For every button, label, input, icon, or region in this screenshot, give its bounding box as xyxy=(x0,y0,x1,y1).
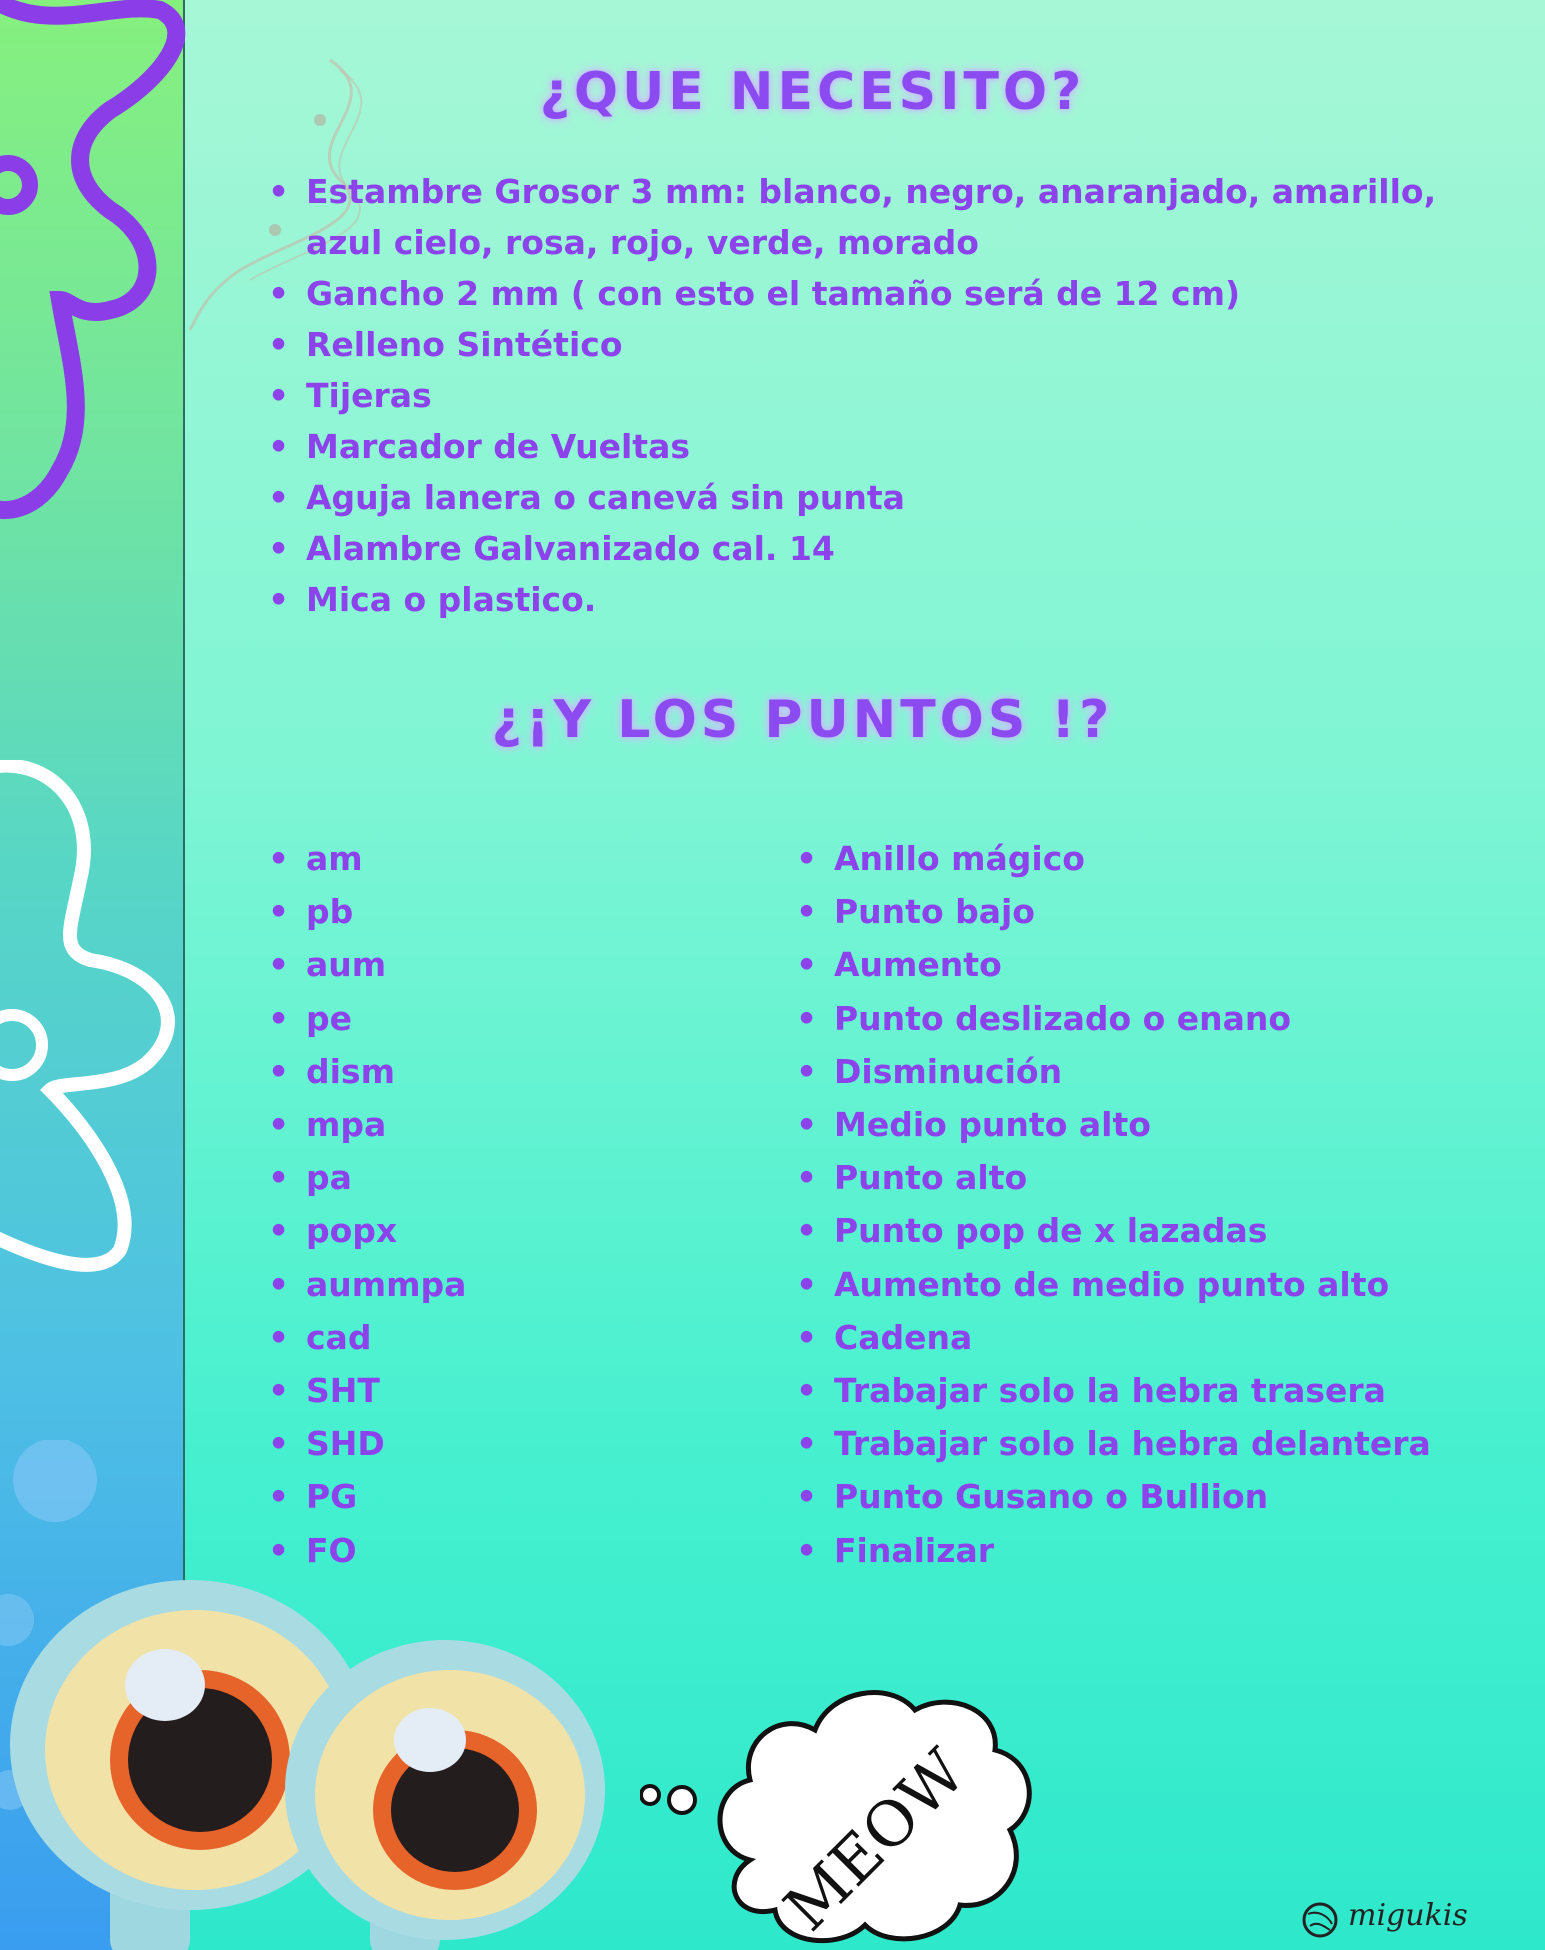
list-item: • Estambre Grosor 3 mm: blanco, negro, anaranjado, amarillo, azul cielo, rosa, rojo, verde, morado xyxy=(306,166,1476,268)
list-item: • Relleno Sintético xyxy=(306,319,1476,370)
list-item: • Aumento de medio punto alto xyxy=(834,1258,1514,1311)
list-item: • aum xyxy=(306,938,776,991)
list-item: • am xyxy=(306,832,776,885)
signature xyxy=(1348,1898,1468,1933)
list-item: • pb xyxy=(306,885,776,938)
list-item: • Aumento xyxy=(834,938,1514,991)
list-item: • Medio punto alto xyxy=(834,1098,1514,1151)
list-item: • mpa xyxy=(306,1098,776,1151)
list-item: • FO xyxy=(306,1524,776,1577)
materials-list xyxy=(306,166,1476,625)
list-item: • dism xyxy=(306,1045,776,1098)
bubble-text: MEOW xyxy=(770,1735,980,1945)
list-item: • Marcador de Vueltas xyxy=(306,421,1476,472)
thought-bubble xyxy=(640,1650,1070,1950)
list-item: • pe xyxy=(306,992,776,1045)
crochet-eyes-image xyxy=(0,1530,640,1950)
signature-text: migukis xyxy=(1348,1898,1468,1933)
list-item: • Tijeras xyxy=(306,370,1476,421)
stitch-meanings-list xyxy=(834,832,1514,1577)
list-item: • Punto Gusano o Bullion xyxy=(834,1470,1514,1523)
list-item: • Aguja lanera o canevá sin punta xyxy=(306,472,1476,523)
materials-heading: ¿QUE NECESITO? xyxy=(539,62,1086,122)
stitches-heading: ¿¡Y LOS PUNTOS !? xyxy=(491,690,1114,750)
list-item: • PG xyxy=(306,1470,776,1523)
list-item: • pa xyxy=(306,1151,776,1204)
list-item: • Finalizar xyxy=(834,1524,1514,1577)
list-item: • Cadena xyxy=(834,1311,1514,1364)
list-item: • Gancho 2 mm ( con esto el tamaño será de 12 cm) xyxy=(306,268,1476,319)
list-item: • SHD xyxy=(306,1417,776,1470)
list-item: • cad xyxy=(306,1311,776,1364)
list-item: • aummpa xyxy=(306,1258,776,1311)
list-item: • Alambre Galvanizado cal. 14 xyxy=(306,523,1476,574)
list-item: • SHT xyxy=(306,1364,776,1417)
list-item: • Punto bajo xyxy=(834,885,1514,938)
list-item: • Mica o plastico. xyxy=(306,574,1476,625)
yarn-ball-icon xyxy=(1300,1900,1340,1940)
list-item: • Punto pop de x lazadas xyxy=(834,1204,1514,1257)
list-item: • Trabajar solo la hebra delantera xyxy=(834,1417,1514,1470)
list-item: • Anillo mágico xyxy=(834,832,1514,885)
white-flower-decoration xyxy=(0,760,190,1280)
stitch-abbreviations-list xyxy=(306,832,776,1577)
list-item: • Trabajar solo la hebra trasera xyxy=(834,1364,1514,1417)
list-item: • Punto alto xyxy=(834,1151,1514,1204)
list-item: • popx xyxy=(306,1204,776,1257)
list-item: • Disminución xyxy=(834,1045,1514,1098)
list-item: • Punto deslizado o enano xyxy=(834,992,1514,1045)
